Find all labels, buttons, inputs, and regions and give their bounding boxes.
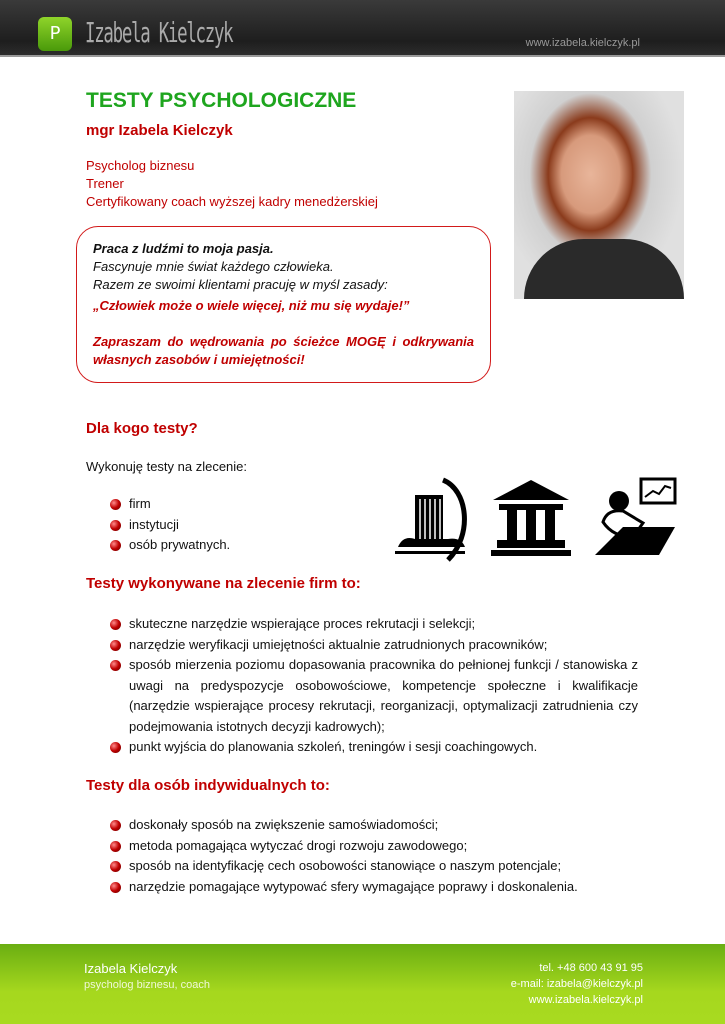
bullet-icon <box>110 742 121 753</box>
logo-icon: P <box>38 17 72 51</box>
bullet-icon <box>110 619 121 630</box>
footer-contact <box>511 960 643 1008</box>
footer-email[interactable]: e-mail: izabela@kielczyk.pl <box>510 978 643 990</box>
role: Psycholog biznesu <box>86 158 195 173</box>
bullet-icon <box>110 882 121 893</box>
client-icons <box>393 475 683 565</box>
role: Certyfikowany coach wyższej kadry menedżerskiej <box>86 194 378 209</box>
invitation: Zapraszam do wędrowania po ścieżce MOGĘ i odkrywania własnych zasobów i umiejętności! <box>93 334 474 367</box>
company-tests-list <box>110 614 638 758</box>
list-item: punkt wyjścia do planowania szkoleń, treningów i sesji coachingowych. <box>110 737 638 758</box>
quote-line: Razem ze swoimi klientami pracuję w myśl zasady: <box>93 277 388 292</box>
list-item: firm <box>110 494 230 515</box>
bullet-icon <box>110 841 121 852</box>
header-bar <box>0 0 725 57</box>
footer-phone: tel. +48 600 43 91 95 <box>539 962 643 974</box>
office-building-icon <box>395 480 465 560</box>
motto: „Człowiek może o wiele więcej, niż mu się wydaje!” <box>93 298 410 313</box>
bullet-icon <box>110 520 121 531</box>
list-item: instytucji <box>110 515 230 536</box>
bullet-icon <box>110 820 121 831</box>
individual-tests-list <box>110 815 638 897</box>
section-heading: Testy dla osób indywidualnych to: <box>86 777 330 794</box>
logo-name: Izabela Kielczyk <box>85 16 233 49</box>
bullet-icon <box>110 861 121 872</box>
section-heading: Dla kogo testy? <box>86 420 198 437</box>
list-item: sposób na identyfikację cech osobowości stanowiące o naszym potencjale; <box>110 856 638 877</box>
bullet-icon <box>110 660 121 671</box>
list-item: doskonały sposób na zwiększenie samoświadomości; <box>110 815 638 836</box>
section-heading: Testy wykonywane na zlecenie firm to: <box>86 575 361 592</box>
business-analyst-icon <box>595 479 675 555</box>
page-title: TESTY PSYCHOLOGICZNE <box>86 89 357 112</box>
intro-text: Wykonuję testy na zlecenie: <box>86 459 248 474</box>
role: Trener <box>86 176 124 191</box>
institution-building-icon <box>491 480 571 556</box>
header-url[interactable]: www.izabela.kielczyk.pl <box>525 37 640 49</box>
footer-name: Izabela Kielczyk <box>84 961 178 976</box>
quote-line: Praca z ludźmi to moja pasja. <box>93 241 274 256</box>
client-list <box>110 494 230 556</box>
footer-url[interactable]: www.izabela.kielczyk.pl <box>528 994 643 1006</box>
list-item: sposób mierzenia poziomu dopasowania pracownika do pełnionej funkcji / stanowiska z uwagi na predyspozycje osobowościowe, kompetencje społeczne i kwalifikacje (narzędzie wspierające procesy rekrutacji, reorganizacji, optymalizacji zatrudnienia czy podejmowania istotnych decyzji kadrowych); <box>110 655 638 737</box>
list-item: skuteczne narzędzie wspierające proces rekrutacji i selekcji; <box>110 614 638 635</box>
footer <box>0 944 725 1024</box>
list-item: narzędzie pomagające wytypować sfery wymagające poprawy i doskonalenia. <box>110 877 638 898</box>
list-item: narzędzie weryfikacji umiejętności aktualnie zatrudnionych pracowników; <box>110 635 638 656</box>
list-item: metoda pomagająca wytyczać drogi rozwoju zawodowego; <box>110 836 638 857</box>
author-name: mgr Izabela Kielczyk <box>86 122 233 139</box>
roles-list <box>86 157 378 211</box>
portrait-photo <box>514 91 684 299</box>
quote-box <box>76 226 491 383</box>
quote-line: Fascynuje mnie świat każdego człowieka. <box>93 259 334 274</box>
footer-role: psycholog biznesu, coach <box>84 979 210 991</box>
bullet-icon <box>110 499 121 510</box>
bullet-icon <box>110 540 121 551</box>
list-item: osób prywatnych. <box>110 535 230 556</box>
bullet-icon <box>110 640 121 651</box>
